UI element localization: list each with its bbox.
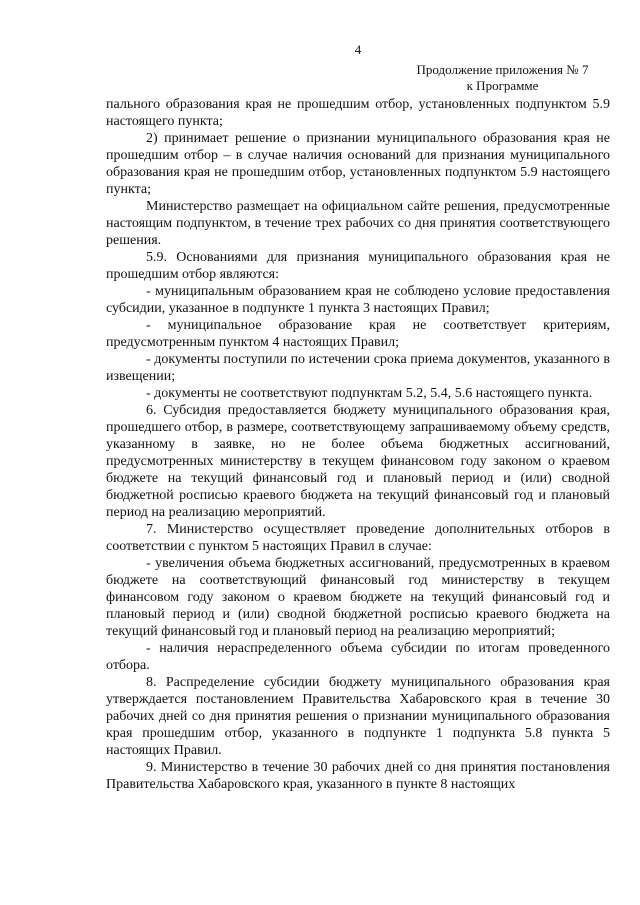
paragraph: пального образования края не прошедшим отбор, установленных подпунктом 5.9 настоящего пункта; bbox=[106, 97, 610, 129]
paragraph: 7. Министерство осуществляет проведение дополнительных отборов в соответствии с пунктом 5 настоящих Правил в случае: bbox=[106, 522, 610, 554]
paragraph: 8. Распределение субсидии бюджету муниципального образования края утверждается постановлением Правительства Хабаровского края в течение 30 рабочих дней со дня принятия решения о признании муниципального образования края прошедшим отбор, указанного в подпункте 1 подпункта 5.8 пункта 5 настоящих Правил. bbox=[106, 675, 610, 758]
paragraph: 9. Министерство в течение 30 рабочих дней со дня принятия постановления Правительства Хабаровского края, указанного в пункте 8 настоящих bbox=[106, 760, 610, 792]
list-item: - документы не соответствуют подпунктам 5.2, 5.4, 5.6 настоящего пункта. bbox=[146, 386, 593, 401]
appendix-header bbox=[400, 62, 605, 94]
paragraph: 5.9. Основаниями для признания муниципального образования края не прошедшим отбор являются: bbox=[106, 250, 610, 282]
appendix-line-1: Продолжение приложения № 7 bbox=[416, 62, 589, 77]
list-item: - муниципальное образование края не соответствует критериям, предусмотренным пунктом 4 настоящих Правил; bbox=[106, 318, 610, 350]
paragraph: 6. Субсидия предоставляется бюджету муниципального образования края, прошедшего отбор, в размере, соответствующему запрашиваемому объему средств, указанному в заявке, но не более объема бюджетных ассигнований, предусмотренных министерству в текущем финансовом году законом о краевом бюджете на текущий финансовый год и плановый период и (или) сводной бюджетной росписью краевого бюджета на текущий финансовый год и плановый период на реализацию мероприятий. bbox=[106, 403, 610, 520]
document-body bbox=[106, 96, 610, 793]
paragraph: Министерство размещает на официальном сайте решения, предусмотренные настоящим подпунктом, в течение трех рабочих со дня принятия соответствующего решения. bbox=[106, 199, 610, 248]
list-item: - документы поступили по истечении срока приема документов, указанного в извещении; bbox=[106, 352, 610, 384]
list-item: - увеличения объема бюджетных ассигнований, предусмотренных в краевом бюджете на соответствующий финансовый год министерству в текущем финансовом году законом о краевом бюджете на текущий финансовый год и плановый период и (или) сводной бюджетной росписью краевого бюджета на текущий финансовый год и плановый период на реализацию мероприятий; bbox=[106, 556, 610, 639]
list-item: - наличия нераспределенного объема субсидии по итогам проведенного отбора. bbox=[106, 641, 610, 673]
appendix-line-2: к Программе bbox=[466, 78, 539, 93]
paragraph: 2) принимает решение о признании муниципального образования края не прошедшим отбор – в случае наличия оснований для признания муниципального образования края не прошедшим отбор, установленных подпунктом 5.9 настоящего пункта; bbox=[106, 131, 610, 197]
list-item: - муниципальным образованием края не соблюдено условие предоставления субсидии, указанное в подпункте 1 пункта 3 настоящих Правил; bbox=[106, 284, 610, 316]
page-number: 4 bbox=[354, 42, 362, 57]
